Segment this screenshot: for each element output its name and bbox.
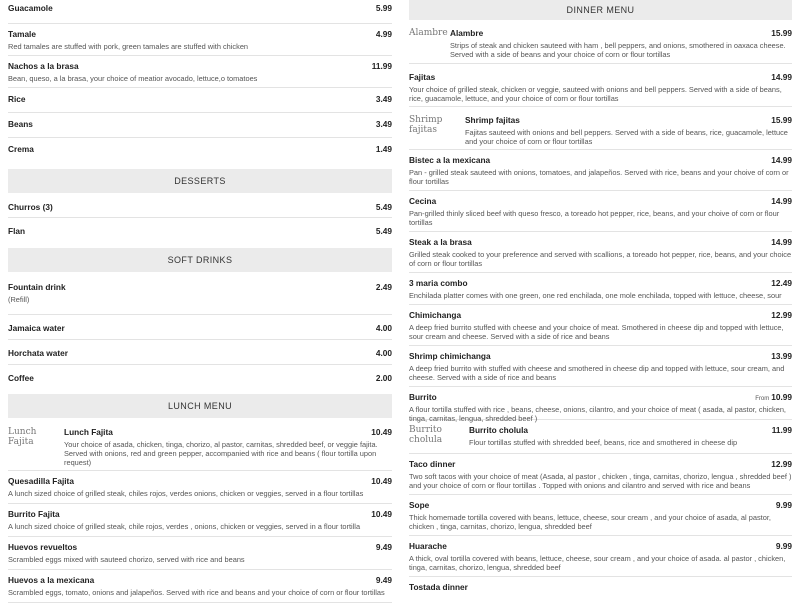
menu-item[interactable] bbox=[409, 387, 792, 424]
left-column bbox=[8, 0, 392, 603]
item-description: A lunch sized choice of grilled steak, chile rojos, verdes , onions, chicken or veggies, served in a flour tortilla bbox=[8, 522, 361, 531]
menu-item[interactable] bbox=[409, 20, 792, 64]
item-price: 4.99 bbox=[375, 29, 392, 39]
item-price: 9.49 bbox=[375, 542, 392, 552]
menu-item[interactable] bbox=[8, 340, 392, 365]
item-price: 10.49 bbox=[371, 476, 392, 486]
menu-item[interactable] bbox=[409, 232, 792, 273]
item-description: A lunch sized choice of grilled steak, chiles rojos, verdes onions, chicken or veggies, served in a flour tortillas bbox=[8, 489, 364, 498]
item-name: Tamale bbox=[8, 29, 36, 39]
section-header-lunch: LUNCH MENU bbox=[8, 394, 392, 418]
item-name: Huevos revueltos bbox=[8, 542, 78, 552]
menu-item[interactable] bbox=[8, 218, 392, 243]
menu-item[interactable] bbox=[8, 537, 392, 570]
menu-item[interactable] bbox=[8, 504, 392, 537]
menu-item[interactable] bbox=[8, 88, 392, 113]
item-price: 5.99 bbox=[375, 3, 392, 13]
item-name: Horchata water bbox=[8, 348, 68, 358]
item-description: Red tamales are stuffed with pork, green tamales are stuffed with chicken bbox=[8, 42, 249, 51]
item-description: Your choice of asada, chicken, tinga, chorizo, al pastor, carnitas, shredded beef, or veggie fajita. Served with onions, red and green pepper, accompanied with rice and beans ( flour tortilla upon request) bbox=[64, 440, 378, 468]
item-name: Nachos a la brasa bbox=[8, 61, 79, 71]
item-price-value: 10.99 bbox=[771, 392, 792, 402]
item-name: Burrito bbox=[409, 392, 437, 402]
item-name: Lunch Fajita bbox=[64, 427, 113, 437]
item-name: Jamaica water bbox=[8, 323, 65, 333]
item-description: Pan-grilled thinly sliced beef with queso fresco, a toreado hot pepper, rice, beans, and your choive of corn or flour tortillas bbox=[409, 209, 780, 228]
menu-item[interactable] bbox=[8, 113, 392, 138]
menu-item[interactable] bbox=[8, 471, 392, 504]
menu-item[interactable] bbox=[8, 0, 392, 24]
menu-item[interactable] bbox=[409, 420, 792, 454]
item-price: 2.49 bbox=[375, 282, 392, 292]
item-description: Scrambled eggs, tomato, onions and jalapeños. Served with rice and beans and your choice of corn or flour tortillas bbox=[8, 588, 385, 597]
item-image: Alambre bbox=[409, 28, 448, 38]
menu-item[interactable] bbox=[409, 577, 792, 597]
menu-item[interactable] bbox=[409, 346, 792, 387]
item-name: Huevos a la mexicana bbox=[8, 575, 95, 585]
menu-item[interactable] bbox=[8, 24, 392, 56]
item-name: Churros (3) bbox=[8, 202, 53, 212]
section-header-desserts: DESSERTS bbox=[8, 169, 392, 193]
item-price bbox=[755, 392, 792, 402]
item-image: Lunch Fajita bbox=[8, 427, 37, 447]
item-price: 4.00 bbox=[375, 348, 392, 358]
item-name: Flan bbox=[8, 226, 26, 236]
item-name: Beans bbox=[8, 119, 33, 129]
item-description: Flour tortillas stuffed with shredded beef, beans, rice and smothered in cheese dip bbox=[469, 438, 738, 447]
menu-item[interactable] bbox=[8, 272, 392, 315]
item-description: Enchilada platter comes with one green, one red enchilada, one mole enchilada, topped with lettuce, cheese, sour bbox=[409, 291, 782, 300]
menu-item[interactable] bbox=[8, 570, 392, 603]
section-header-dinner: DINNER MENU bbox=[409, 0, 792, 20]
item-description: Your choice of grilled steak, chicken or veggie, sauteed with onions and bell peppers. Served with a side of beans, rice, guacamole, lettuce, and your choice of corn or flour tortillas bbox=[409, 85, 782, 104]
item-name: Huarache bbox=[409, 541, 447, 551]
item-name: Quesadilla Fajita bbox=[8, 476, 74, 486]
item-description: Thick homemade tortilla covered with beans, lettuce, cheese, sour cream , and your choice of asada, al pastor, chicken , tinga, carnitas, chorizo, lengua, shredded beef bbox=[409, 513, 771, 532]
menu-item[interactable] bbox=[8, 315, 392, 340]
menu-item[interactable] bbox=[409, 495, 792, 536]
item-price: 14.99 bbox=[771, 196, 792, 206]
item-description: Strips of steak and chicken sauteed with ham , bell peppers, and onions, smothered in oaxaca cheese. Served with a side of beans and your choice of corn or flour tortillas bbox=[450, 41, 786, 60]
item-name: Burrito cholula bbox=[469, 425, 529, 435]
menu-item[interactable] bbox=[8, 138, 392, 163]
item-name: Steak a la brasa bbox=[409, 237, 472, 247]
item-price: 3.49 bbox=[375, 94, 392, 104]
item-price: 2.00 bbox=[375, 373, 392, 383]
menu-item[interactable] bbox=[409, 191, 792, 232]
item-price: 14.99 bbox=[771, 155, 792, 165]
item-price: 4.00 bbox=[375, 323, 392, 333]
section-header-soft-drinks: SOFT DRINKS bbox=[8, 248, 392, 272]
item-name: Guacamole bbox=[8, 3, 53, 13]
item-price: 5.49 bbox=[375, 226, 392, 236]
menu-item[interactable] bbox=[409, 273, 792, 305]
item-price: 15.99 bbox=[771, 115, 792, 125]
item-image: Shrimp fajitas bbox=[409, 115, 443, 135]
item-name: Fountain drink bbox=[8, 282, 66, 292]
item-subtext: (Refill) bbox=[8, 295, 30, 304]
item-name: Rice bbox=[8, 94, 26, 104]
item-description: A thick, oval tortilla covered with beans, lettuce, cheese, sour cream , and your choice of asada. al pastor , chicken, tinga, carnitas, chorizo, lengua, shredded beef bbox=[409, 554, 786, 573]
item-image: Burrito cholula bbox=[409, 425, 443, 445]
item-description: Bean, queso, a la brasa, your choice of meatior avocado, lettuce,o tomatoes bbox=[8, 74, 258, 83]
item-name: Taco dinner bbox=[409, 459, 456, 469]
item-name: Shrimp fajitas bbox=[465, 115, 520, 125]
item-price: 13.99 bbox=[771, 351, 792, 361]
menu-item[interactable] bbox=[8, 56, 392, 88]
menu-item[interactable] bbox=[409, 536, 792, 577]
menu-item[interactable] bbox=[8, 193, 392, 218]
item-description: Grilled steak cooked to your preference and served with scallions, a toreado hot pepper, rice, beans, and your choice of corn or flour tortillas bbox=[409, 250, 792, 269]
item-price: 9.99 bbox=[775, 541, 792, 551]
right-column bbox=[409, 0, 792, 597]
item-name: Crema bbox=[8, 144, 34, 154]
item-name: 3 maria combo bbox=[409, 278, 468, 288]
item-price: 5.49 bbox=[375, 202, 392, 212]
item-price: 9.99 bbox=[775, 500, 792, 510]
item-price: 14.99 bbox=[771, 72, 792, 82]
item-price: 14.99 bbox=[771, 237, 792, 247]
item-price: 11.99 bbox=[371, 61, 392, 71]
menu-item[interactable] bbox=[409, 64, 792, 107]
item-price: 1.49 bbox=[375, 144, 392, 154]
menu-item[interactable] bbox=[409, 305, 792, 346]
item-price: 12.99 bbox=[771, 459, 792, 469]
menu-item[interactable] bbox=[8, 365, 392, 390]
item-price: 11.99 bbox=[771, 425, 792, 435]
menu-item[interactable] bbox=[8, 418, 392, 471]
price-from-label: From bbox=[755, 396, 770, 402]
item-price: 15.99 bbox=[771, 28, 792, 38]
menu-item[interactable] bbox=[409, 150, 792, 191]
item-price: 3.49 bbox=[375, 119, 392, 129]
item-name: Burrito Fajita bbox=[8, 509, 60, 519]
item-description: Scrambled eggs mixed with sauteed chorizo, served with rice and beans bbox=[8, 555, 245, 564]
item-name: Coffee bbox=[8, 373, 34, 383]
item-name: Bistec a la mexicana bbox=[409, 155, 491, 165]
item-name: Tostada dinner bbox=[409, 582, 468, 592]
item-price: 10.49 bbox=[371, 509, 392, 519]
item-name: Alambre bbox=[450, 28, 484, 38]
item-description: Pan - grilled steak sauteed with onions, tomatoes, and jalapeños. Served with rice, beans and your choive of corn or flour tortillas bbox=[409, 168, 789, 187]
menu-item[interactable] bbox=[409, 454, 792, 495]
item-description: A deep fried burrito with stuffed with cheese and smothered in cheese dip and topped with lettuce, sour cream, and cheese. Served with a side of rice and beans bbox=[409, 364, 785, 383]
item-name: Chimichanga bbox=[409, 310, 462, 320]
item-name: Fajitas bbox=[409, 72, 436, 82]
item-description: Fajitas sauteed with onions and bell peppers. Served with a side of beans, rice, guacamole, lettuce and your choice of corn or flour tortillas bbox=[465, 128, 788, 147]
item-price: 9.49 bbox=[375, 575, 392, 585]
item-price: 12.99 bbox=[771, 310, 792, 320]
item-price: 12.49 bbox=[771, 278, 792, 288]
item-name: Cecina bbox=[409, 196, 437, 206]
item-name: Sope bbox=[409, 500, 430, 510]
item-description: A deep fried burrito stuffed with cheese and your choice of meat. Smothered in cheese dip and topped with lettuce, sour cream and cheese. Served with a side of rice and beans bbox=[409, 323, 784, 342]
item-name: Shrimp chimichanga bbox=[409, 351, 491, 361]
item-description: A flour tortilla stuffed with rice , beans, cheese, onions, cilantro, and your choice of meat ( asada, al pastor, chicken, tinga, carnitas, lengua, shredded beef ) bbox=[409, 405, 786, 424]
menu-item[interactable] bbox=[409, 107, 792, 150]
item-price: 10.49 bbox=[371, 427, 392, 437]
item-description: Two soft tacos with your choice of meat (Asada, al pastor , chicken , tinga, carnitas, chorizo, lengua , shredded beef ) and your choice of corn or flour tortillas . Topped with onions and cilantro and served with rice and beans bbox=[409, 472, 792, 491]
